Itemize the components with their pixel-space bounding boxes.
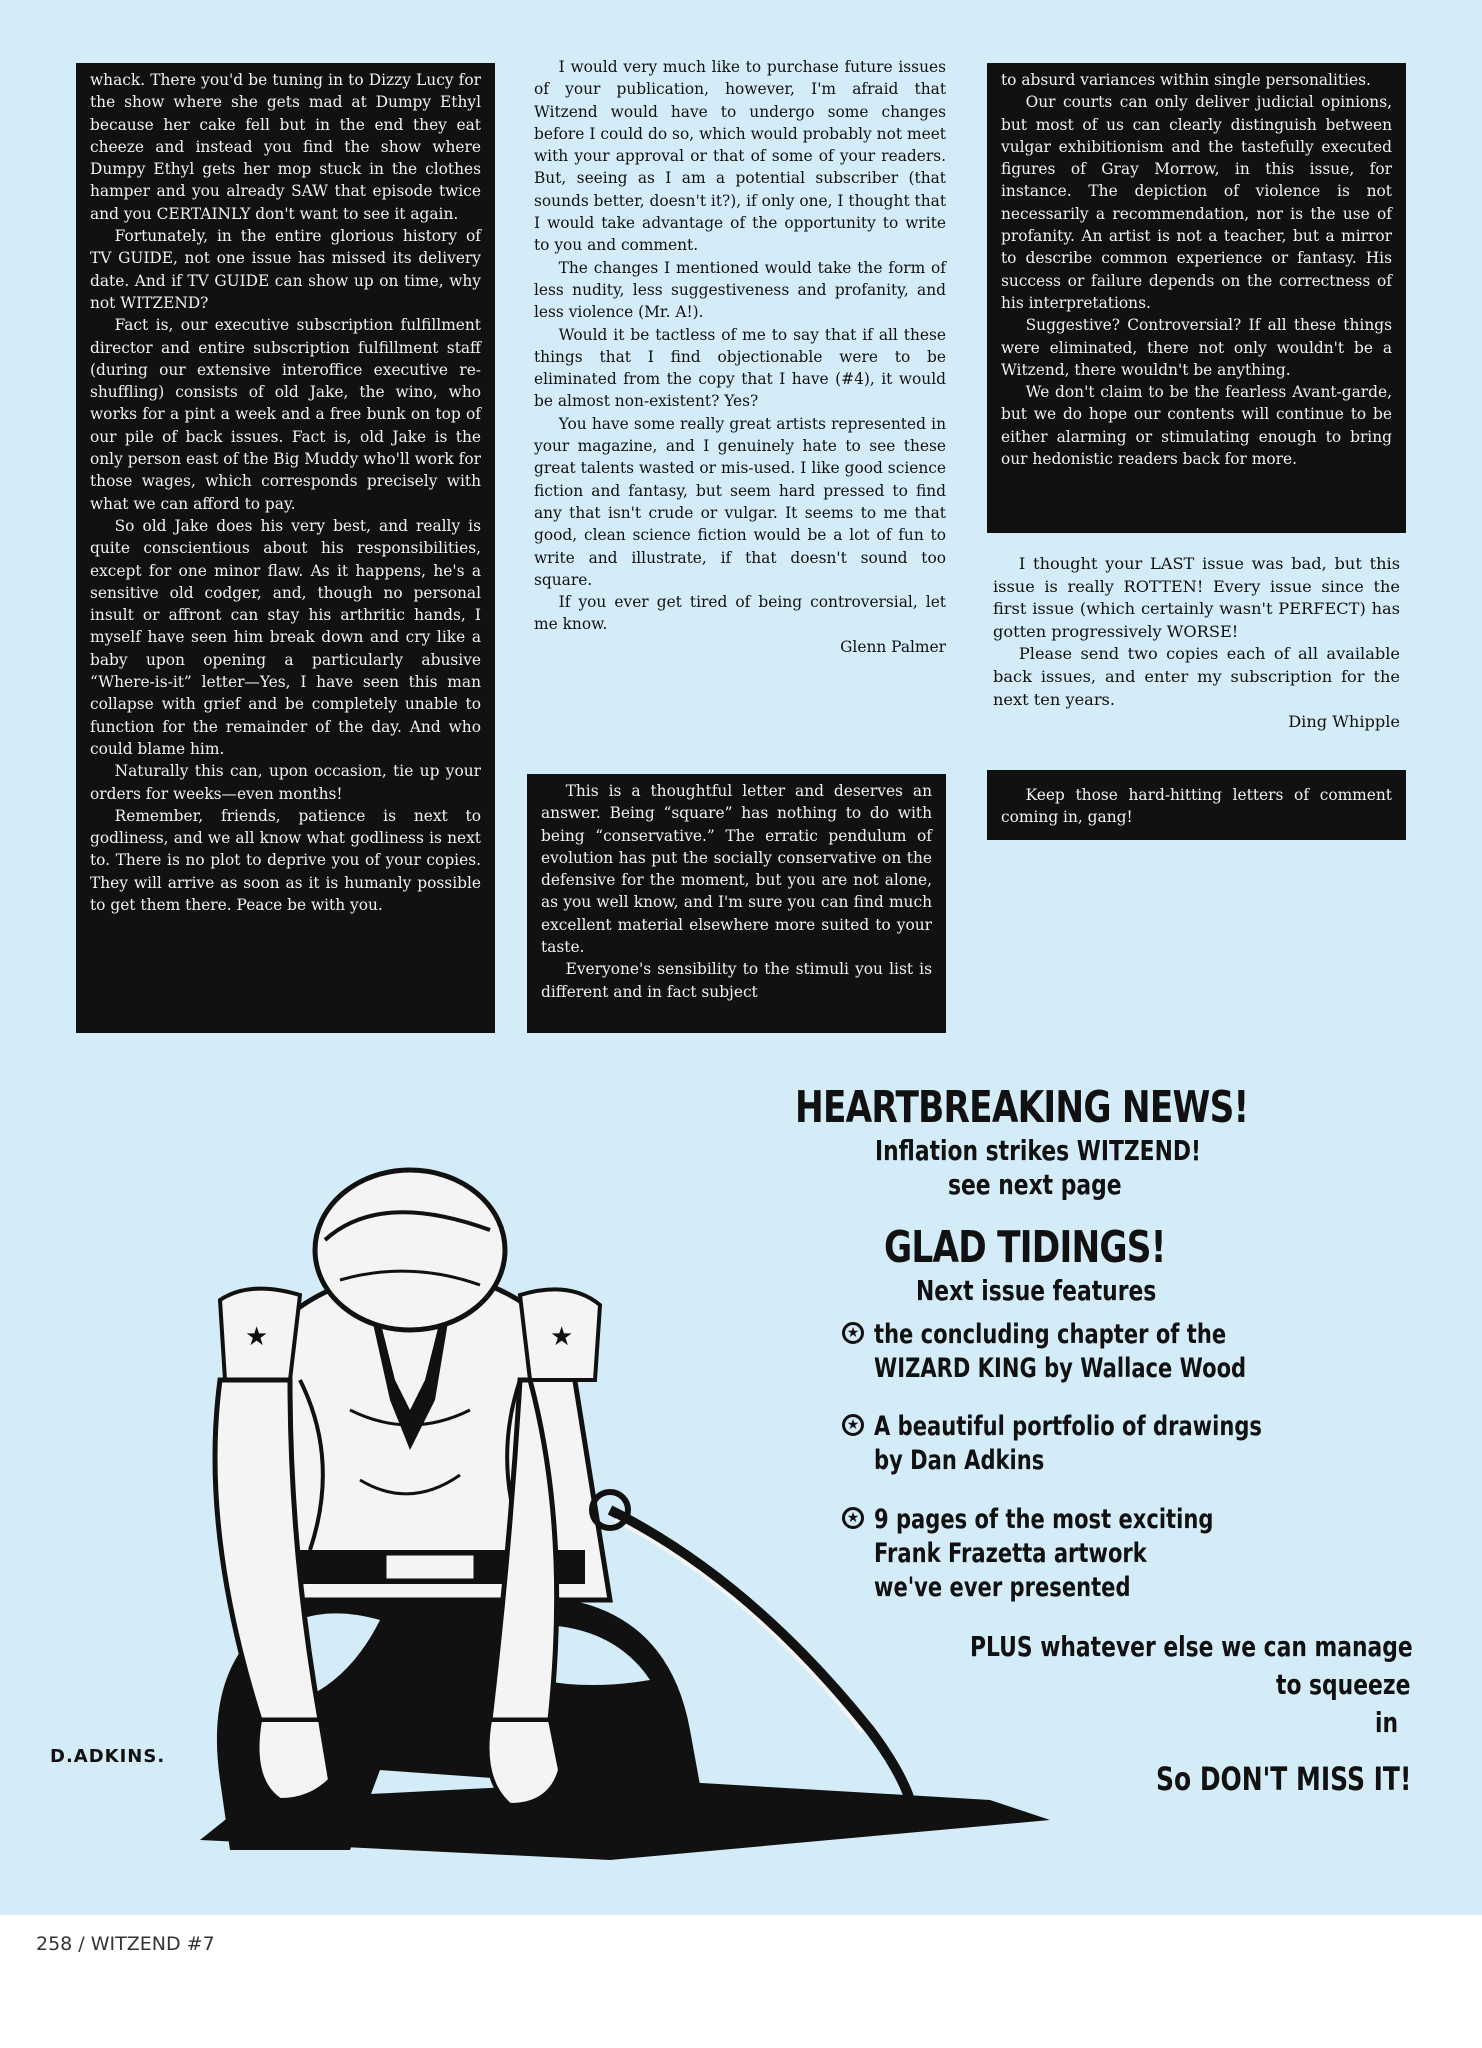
feature-bullet xyxy=(842,1318,1351,1386)
middle-letter-paragraph: If you ever get tired of being controversial, let me know. xyxy=(534,593,946,634)
bullet-line: we've ever presented xyxy=(874,1572,1131,1603)
page-footer: 258 / WITZEND #7 xyxy=(36,1933,215,1955)
bullet-line: Frank Frazetta artwork xyxy=(874,1538,1147,1569)
plus-line: in xyxy=(1375,1706,1399,1739)
bullet-line: by Dan Adkins xyxy=(874,1445,1045,1476)
right-closing-box xyxy=(987,770,1406,840)
svg-text:★: ★ xyxy=(245,1322,269,1352)
left-paragraph: Fortunately, in the entire glorious history of TV GUIDE, not one issue has missed its delivery date. And if TV GUIDE can show up on time, why not WITZEND? xyxy=(90,227,481,312)
subline-next-issue: Next issue features xyxy=(916,1274,1157,1307)
left-paragraph: So old Jake does his very best, and really is quite conscientious about his responsibilities, except for one minor flaw. As it happens, he's a sensitive old codger, and, though no personal insult or affront can stay his arthritic hands, I myself have seen him break down and cry like a baby upon opening a particularly abusive “Where-is-it” letter—Yes, I have seen this man collapse with grief and be completely unable to function for the remainder of the day. And who could blame him. xyxy=(90,516,481,758)
middle-letter-paragraph: The changes I mentioned would take the form of less nudity, less suggestiveness and profanity, and less violence (Mr. A!). xyxy=(534,258,946,322)
plus-line: to squeeze xyxy=(1276,1668,1411,1701)
right-letter-paragraph: Please send two copies each of all available back issues, and enter my subscription for the next ten years. xyxy=(993,644,1400,709)
svg-text:★: ★ xyxy=(550,1322,574,1352)
feature-bullet xyxy=(842,1410,1371,1478)
middle-letter xyxy=(528,56,952,658)
middle-reply-box xyxy=(527,774,946,1033)
subline-inflation: Inflation strikes WITZEND! xyxy=(875,1134,1201,1167)
bullet-line: the concluding chapter of the xyxy=(874,1319,1227,1350)
star-bullet-icon: ★ xyxy=(842,1414,864,1436)
right-reply-paragraph: Suggestive? Controversial? If all these things were eliminated, there not only wouldn't be a Witzend, there wouldn't be anything. xyxy=(1001,316,1392,379)
plus-line: PLUS whatever else we can manage xyxy=(970,1630,1413,1663)
bullet-line: A beautiful portfolio of drawings xyxy=(874,1411,1262,1442)
middle-letter-signature: Glenn Palmer xyxy=(840,637,946,656)
right-letter-paragraph: I thought your LAST issue was bad, but this issue is really ROTTEN! Every issue since the first issue (which certainly wasn't PERFECT) has gotten progressively WORSE! xyxy=(993,554,1400,641)
star-bullet-icon: ★ xyxy=(842,1322,864,1344)
left-paragraph: Naturally this can, upon occasion, tie up your orders for weeks—even months! xyxy=(90,762,481,803)
left-paragraph: Fact is, our executive subscription fulfillment director and entire subscription fulfillment staff (during our extensive interoffice executive re-shuffling) consists of old Jake, the wino, who works for a pint a week and a free bunk on top of our pile of back issues. Fact is, old Jake is the only person east of the Big Muddy who'll work for those wages, which corresponds precisely with what we can afford to pay. xyxy=(90,316,481,513)
right-reply-box xyxy=(987,63,1406,533)
star-bullet-icon: ★ xyxy=(842,1507,864,1529)
left-column-box xyxy=(76,63,495,1033)
kneeling-figure-illustration xyxy=(50,1080,1090,1900)
right-reply-paragraph: Our courts can only deliver judicial opinions, but most of us can clearly distinguish between vulgar exhibitionism and the tastefully executed figures of Gray Morrow, in this issue, for instance. The depiction of violence is not necessarily a recommendation, nor is the use of profanity. An artist is not a teacher, but a mirror to describe common experience or fantasy. His success or failure depends on the correctness of his interpretations. xyxy=(1001,93,1392,312)
artist-signature: D.ADKINS. xyxy=(50,1746,166,1767)
closing-box-text: Keep those hard-hitting letters of comment coming in, gang! xyxy=(1001,786,1392,827)
middle-letter-paragraph: Would it be tactless of me to say that if all these things that I find objectionable were to be eliminated from the copy that I have (#4), it would be almost non-existent? Yes? xyxy=(534,325,946,411)
left-paragraph: whack. There you'd be tuning in to Dizzy Lucy for the show where she gets mad at Dumpy Ethyl because her cake fell but in the end they eat cheeze and instead you find the show where Dumpy Ethyl gets her mop stuck in the clothes hamper and you already SAW that episode twice and you CERTAINLY don't want to see it again. xyxy=(90,71,481,223)
right-reply-paragraph: We don't claim to be the fearless Avant-garde, but we do hope our contents will continue to be either alarming or stimulating enough to bring our hedonistic readers back for more. xyxy=(1001,383,1392,469)
middle-reply-paragraph: This is a thoughtful letter and deserves an answer. Being “square” has nothing to do with being “conservative.” The erratic pendulum of evolution has put the socially conservative on the defensive for the moment, but you are not alone, as you well know, and I'm sure you can find much excellent material elsewhere more suited to your taste. xyxy=(541,782,932,957)
left-paragraph: Remember, friends, patience is next to godliness, and we all know what godliness is next to. There is no plot to deprive you of your copies. They will arrive as soon as it is humanly possible to get them there. Peace be with you. xyxy=(90,806,481,914)
headline-glad-tidings: GLAD TIDINGS! xyxy=(884,1222,1166,1273)
headline-heartbreaking: HEARTBREAKING NEWS! xyxy=(795,1082,1249,1133)
subline-see-next-page: see next page xyxy=(948,1168,1122,1201)
middle-letter-paragraph: You have some really great artists represented in your magazine, and I genuinely hate to see these great talents wasted or mis-used. I like good science fiction and fantasy, but seem hard pressed to find any that isn't crude or vulgar. It seems to me that good, clean science fiction would be a lot of fun to write and illustrate, if that doesn't sound too square. xyxy=(534,414,946,589)
right-letter-signature: Ding Whipple xyxy=(1288,712,1400,732)
middle-letter-paragraph: I would very much like to purchase future issues of your publication, however, I'm afraid that Witzend would have to undergo some changes before I could do so, which would probably not meet with your approval or that of some of your readers. But, seeing as I am a potential subscriber (that sounds better, doesn't it?), if only one, I thought that I would take advantage of the opportunity to write to you and comment. xyxy=(534,58,946,255)
right-reply-paragraph: to absurd variances within single personalities. xyxy=(1001,71,1371,89)
closing-dont-miss: So DON'T MISS IT! xyxy=(1156,1760,1412,1798)
middle-reply-paragraph: Everyone's sensibility to the stimuli you list is different and in fact subject xyxy=(541,960,932,1001)
bullet-line: 9 pages of the most exciting xyxy=(874,1504,1214,1535)
feature-bullet xyxy=(842,1503,1309,1605)
bullet-line: WIZARD KING by Wallace Wood xyxy=(874,1353,1247,1384)
right-letter xyxy=(987,553,1406,734)
